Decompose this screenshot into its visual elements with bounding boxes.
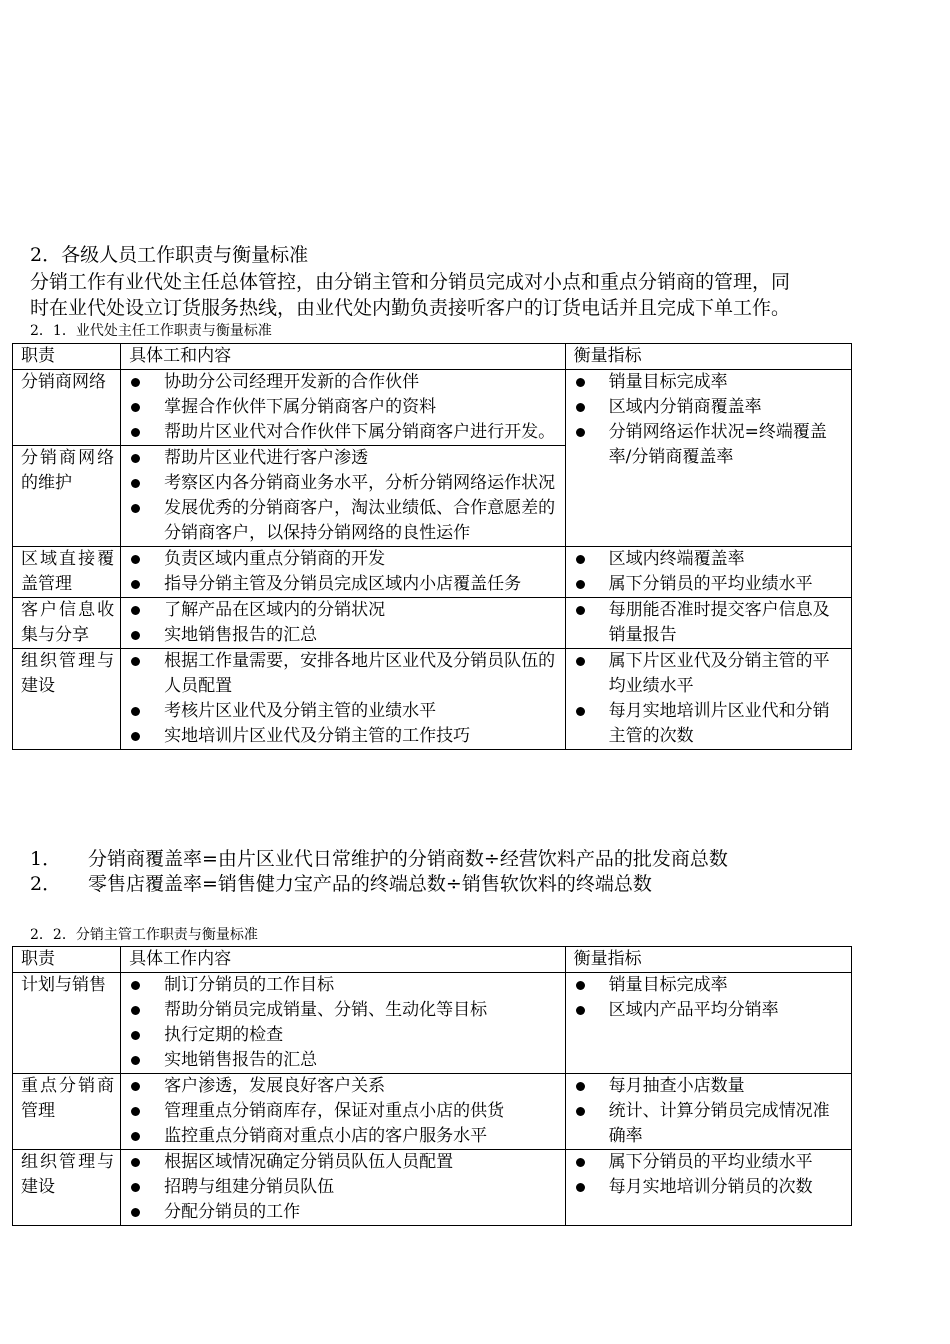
table-row xyxy=(13,547,852,598)
header-duty: 职责 xyxy=(13,344,121,370)
table-row xyxy=(13,1074,852,1150)
supervisor-duties-table xyxy=(12,946,852,1226)
header-metrics: 衡量指标 xyxy=(565,947,851,973)
task-item: 帮助片区业代进行客户渗透 xyxy=(129,446,559,471)
note-number: 2． xyxy=(30,873,62,895)
table-row xyxy=(13,1150,852,1226)
metrics-cell xyxy=(565,547,851,598)
header-duty: 职责 xyxy=(13,947,121,973)
duty-cell: 区域直接覆盖管理 xyxy=(13,547,121,598)
task-item: 负责区域内重点分销商的开发 xyxy=(129,547,559,572)
table-row xyxy=(13,649,852,750)
metrics-cell xyxy=(565,1074,851,1150)
task-item: 了解产品在区域内的分销状况 xyxy=(129,598,559,623)
section-title: 2．各级人员工作职责与衡量标准 xyxy=(30,244,309,266)
duty-cell: 分销商网络的维护 xyxy=(13,446,121,547)
note-text: 分销商覆盖率=由片区业代日常维护的分销商数÷经营饮料产品的批发商总数 xyxy=(88,848,728,870)
task-item: 考察区内各分销商业务水平，分析分销网络运作状况 xyxy=(129,471,559,496)
metric-item: 属下分销员的平均业绩水平 xyxy=(574,572,845,597)
tasks-cell xyxy=(121,649,566,750)
table2-title: 2．2．分销主管工作职责与衡量标准 xyxy=(30,927,258,943)
metric-item: 销量目标完成率 xyxy=(574,973,845,998)
task-item: 帮助片区业代对合作伙伴下属分销商客户进行开发。 xyxy=(129,420,559,445)
duty-cell: 客户信息收集与分享 xyxy=(13,598,121,649)
table1-title: 2．1．业代处主任工作职责与衡量标准 xyxy=(30,323,272,339)
table-header-row xyxy=(13,344,852,370)
tasks-cell xyxy=(121,598,566,649)
metrics-cell xyxy=(565,370,851,547)
formula-notes xyxy=(30,847,728,897)
task-item: 执行定期的检查 xyxy=(129,1023,559,1048)
task-item: 根据区域情况确定分销员队伍人员配置 xyxy=(129,1150,559,1175)
duty-cell: 重点分销商管理 xyxy=(13,1074,121,1150)
metric-item: 统计、计算分销员完成情况准确率 xyxy=(574,1099,845,1149)
intro-paragraph xyxy=(30,269,930,321)
metric-item: 每月实地培训片区业代和分销主管的次数 xyxy=(574,699,845,749)
note-item xyxy=(30,872,728,897)
tasks-cell xyxy=(121,370,566,446)
metric-item: 分销网络运作状况=终端覆盖率/分销商覆盖率 xyxy=(574,420,845,470)
task-item: 考核片区业代及分销主管的业绩水平 xyxy=(129,699,559,724)
metrics-cell xyxy=(565,598,851,649)
metric-item: 每朋能否准时提交客户信息及销量报告 xyxy=(574,598,845,648)
note-number: 1． xyxy=(30,848,62,870)
task-item: 掌握合作伙伴下属分销商客户的资料 xyxy=(129,395,559,420)
metric-item: 属下片区业代及分销主管的平均业绩水平 xyxy=(574,649,845,699)
table-row xyxy=(13,973,852,1074)
header-tasks: 具体工作内容 xyxy=(121,947,566,973)
duty-cell: 组织管理与建设 xyxy=(13,1150,121,1226)
metrics-cell xyxy=(565,1150,851,1226)
table-header-row xyxy=(13,947,852,973)
header-metrics: 衡量指标 xyxy=(565,344,851,370)
task-item: 根据工作量需要，安排各地片区业代及分销员队伍的人员配置 xyxy=(129,649,559,699)
duty-cell: 组织管理与建设 xyxy=(13,649,121,750)
intro-line: 时在业代处设立订货服务热线，由业代处内勤负责接听客户的订货电话并且完成下单工作。 xyxy=(30,297,791,319)
table-row xyxy=(13,598,852,649)
tasks-cell xyxy=(121,547,566,598)
metrics-cell xyxy=(565,649,851,750)
tasks-cell xyxy=(121,1150,566,1226)
metric-item: 销量目标完成率 xyxy=(574,370,845,395)
metric-item: 每月抽查小店数量 xyxy=(574,1074,845,1099)
task-item: 实地销售报告的汇总 xyxy=(129,623,559,648)
tasks-cell xyxy=(121,973,566,1074)
task-item: 管理重点分销商库存，保证对重点小店的供货 xyxy=(129,1099,559,1124)
duty-cell: 计划与销售 xyxy=(13,973,121,1074)
note-item xyxy=(30,847,728,872)
task-item: 客户渗透，发展良好客户关系 xyxy=(129,1074,559,1099)
task-item: 指导分销主管及分销员完成区域内小店覆盖任务 xyxy=(129,572,559,597)
metric-item: 属下分销员的平均业绩水平 xyxy=(574,1150,845,1175)
duty-cell: 分销商网络 xyxy=(13,370,121,446)
task-item: 协助分公司经理开发新的合作伙伴 xyxy=(129,370,559,395)
header-tasks: 具体工和内容 xyxy=(121,344,566,370)
table-row xyxy=(13,370,852,446)
task-item: 实地培训片区业代及分销主管的工作技巧 xyxy=(129,724,559,749)
task-item: 实地销售报告的汇总 xyxy=(129,1048,559,1073)
task-item: 分配分销员的工作 xyxy=(129,1200,559,1225)
tasks-cell xyxy=(121,1074,566,1150)
metric-item: 区域内终端覆盖率 xyxy=(574,547,845,572)
task-item: 招聘与组建分销员队伍 xyxy=(129,1175,559,1200)
tasks-cell xyxy=(121,446,566,547)
note-text: 零售店覆盖率=销售健力宝产品的终端总数÷销售软饮料的终端总数 xyxy=(88,873,652,895)
director-duties-table xyxy=(12,343,852,750)
task-item: 发展优秀的分销商客户，淘汰业绩低、合作意愿差的分销商客户，以保持分销网络的良性运作 xyxy=(129,496,559,546)
metric-item: 区域内分销商覆盖率 xyxy=(574,395,845,420)
metric-item: 每月实地培训分销员的次数 xyxy=(574,1175,845,1200)
intro-line: 分销工作有业代处主任总体管控，由分销主管和分销员完成对小点和重点分销商的管理，同 xyxy=(30,271,791,293)
task-item: 制订分销员的工作目标 xyxy=(129,973,559,998)
task-item: 帮助分销员完成销量、分销、生动化等目标 xyxy=(129,998,559,1023)
task-item: 监控重点分销商对重点小店的客户服务水平 xyxy=(129,1124,559,1149)
metric-item: 区域内产品平均分销率 xyxy=(574,998,845,1023)
metrics-cell xyxy=(565,973,851,1074)
